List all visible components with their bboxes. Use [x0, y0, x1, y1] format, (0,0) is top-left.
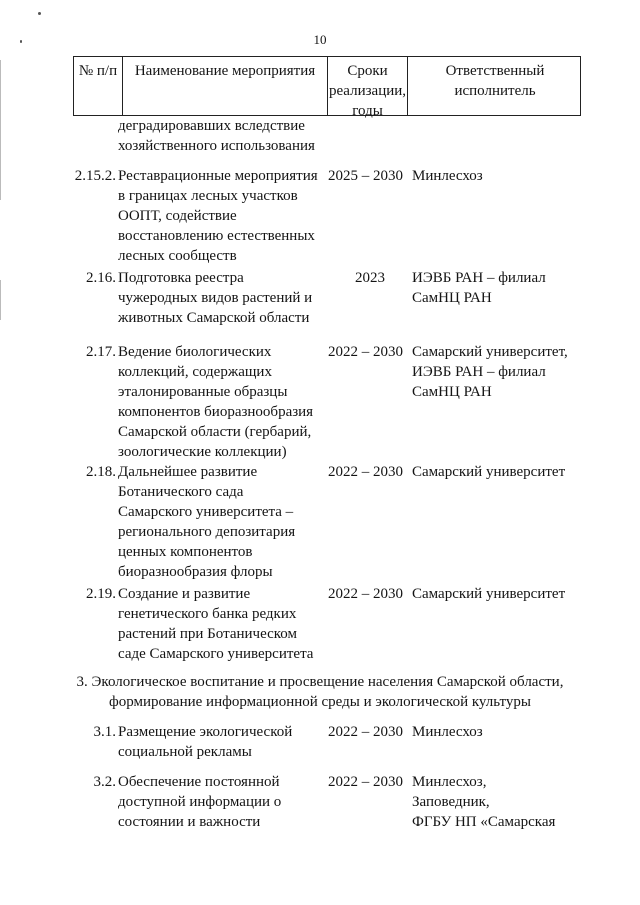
row-number: 2.19. — [86, 586, 116, 602]
text-line: чужеродных видов растений и — [118, 290, 313, 306]
row-period: 2022 – 2030 — [328, 344, 403, 360]
row-executor — [412, 772, 580, 832]
row-period: 2025 – 2030 — [328, 168, 403, 184]
text-line: Ботанического сада — [118, 484, 244, 500]
row-executor — [412, 166, 580, 186]
text-line: регионального депозитария — [118, 524, 296, 540]
row-name — [118, 268, 333, 328]
header-number-cell — [74, 57, 122, 115]
row-executor — [412, 268, 580, 308]
text-line: ИЭВБ РАН – филиал — [412, 364, 546, 380]
text-line: лесных сообществ — [118, 248, 237, 264]
row-period: 2022 – 2030 — [328, 774, 403, 790]
section-heading-line: формирование информационной среды и экологической культуры — [109, 694, 531, 710]
text-line: компонентов биоразнообразия — [118, 404, 314, 420]
scan-mark — [20, 40, 22, 43]
text-line: Минлесхоз, — [412, 774, 487, 790]
text-line: животных Самарской области — [118, 310, 310, 326]
text-line: зоологические коллекции) — [118, 444, 287, 460]
scan-mark — [38, 12, 41, 15]
continuation-text — [118, 116, 333, 156]
text-line: ФГБУ НП «Самарская — [412, 814, 556, 830]
row-name — [118, 722, 333, 762]
text-line: социальной рекламы — [118, 744, 252, 760]
row-name — [118, 462, 333, 582]
text-line: саде Самарского университета — [118, 646, 314, 662]
header-period-cell — [327, 57, 407, 119]
text-line: генетического банка редких — [118, 606, 297, 622]
text-line: биоразнообразия флоры — [118, 564, 273, 580]
text-line: Ведение биологических — [118, 344, 272, 360]
text-line: Самарского университета – — [118, 504, 294, 520]
row-executor — [412, 342, 580, 402]
text-line: состоянии и важности — [118, 814, 261, 830]
row-executor — [412, 584, 580, 604]
text-line: деградировавших вследствие — [118, 118, 305, 134]
text-line: восстановлению естественных — [118, 228, 315, 244]
text-line: Самарский университет, — [412, 344, 568, 360]
text-line: Размещение экологической — [118, 724, 293, 740]
text-line: СамНЦ РАН — [412, 290, 492, 306]
row-number: 2.17. — [86, 344, 116, 360]
row-name — [118, 342, 333, 462]
text-line: ИЭВБ РАН – филиал — [412, 270, 546, 286]
text-line: коллекций, содержащих — [118, 364, 272, 380]
text-line: ценных компонентов — [118, 544, 253, 560]
header-period-line: Сроки — [347, 63, 388, 79]
header-name-cell — [122, 57, 327, 115]
text-line: ООПТ, содействие — [118, 208, 237, 224]
text-line: Самарский университет — [412, 464, 566, 480]
row-number: 2.15.2. — [74, 168, 116, 184]
text-line: доступной информации о — [118, 794, 282, 810]
row-number: 2.16. — [86, 270, 116, 286]
header-executor-line: исполнитель — [454, 83, 536, 99]
text-line: Минлесхоз — [412, 168, 483, 184]
scan-edge-line — [0, 60, 1, 200]
header-executor-cell — [407, 57, 582, 115]
section-heading — [0, 672, 640, 712]
text-line: Обеспечение постоянной — [118, 774, 280, 790]
text-line: растений при Ботаническом — [118, 626, 297, 642]
row-period: 2022 – 2030 — [328, 724, 403, 740]
section-heading-line: 3. Экологическое воспитание и просвещение населения Самарской области, — [76, 674, 564, 690]
header-name-label: Наименование мероприятия — [134, 63, 316, 79]
header-period-line: реализации, — [328, 83, 407, 99]
row-number: 2.18. — [86, 464, 116, 480]
text-line: СамНЦ РАН — [412, 384, 492, 400]
scan-edge-line — [0, 280, 1, 320]
row-name — [118, 772, 333, 832]
text-line: Подготовка реестра — [118, 270, 244, 286]
row-period: 2022 – 2030 — [328, 464, 403, 480]
row-executor — [412, 462, 580, 482]
text-line: Самарской области (гербарий, — [118, 424, 312, 440]
row-period: 2022 – 2030 — [328, 586, 403, 602]
header-number-label: № п/п — [78, 63, 118, 79]
text-line: в границах лесных участков — [118, 188, 298, 204]
header-period-line: годы — [352, 103, 383, 119]
text-line: Создание и развитие — [118, 586, 251, 602]
row-period: 2023 — [355, 270, 385, 286]
row-name — [118, 584, 333, 664]
header-executor-line: Ответственный — [445, 63, 545, 79]
text-line: Реставрационные мероприятия — [118, 168, 318, 184]
row-number: 3.1. — [93, 724, 116, 740]
row-number: 3.2. — [93, 774, 116, 790]
text-line: Заповедник, — [412, 794, 490, 810]
text-line: хозяйственного использования — [118, 138, 315, 154]
text-line: Дальнейшее развитие — [118, 464, 258, 480]
text-line: эталонированные образцы — [118, 384, 288, 400]
row-name — [118, 166, 333, 266]
table-header — [73, 56, 581, 119]
text-line: Минлесхоз — [412, 724, 483, 740]
row-executor — [412, 722, 580, 742]
text-line: Самарский университет — [412, 586, 566, 602]
page-number: 10 — [313, 32, 327, 47]
